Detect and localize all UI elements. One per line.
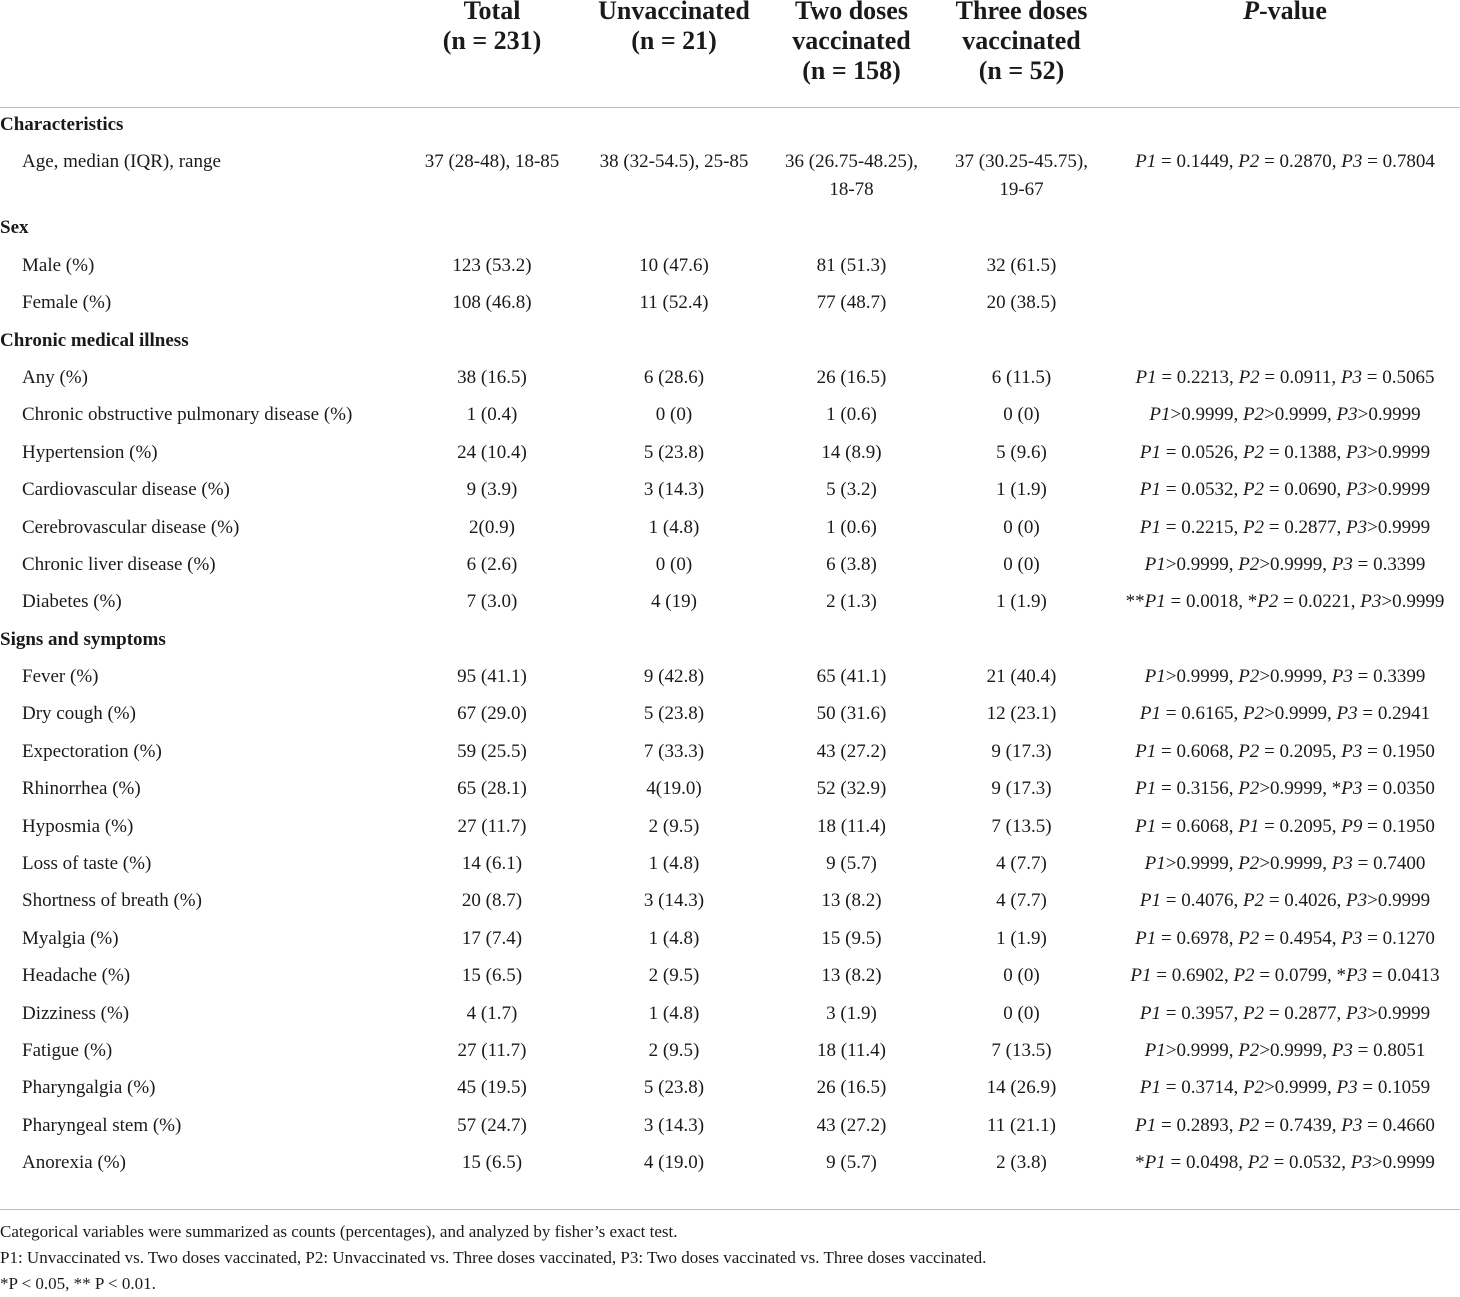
cell-three-doses: 9 (17.3) (991, 740, 1052, 762)
cell-total: 27 (11.7) (457, 815, 527, 837)
cell-pvalue: **P1 = 0.0018, *P2 = 0.0221, P3>0.9999 (1125, 591, 1445, 613)
row-label: Fever (%) (22, 666, 99, 688)
p-symbol: P2 (1238, 740, 1260, 762)
p-symbol: P2 (1233, 965, 1255, 987)
row-label: Dry cough (%) (22, 703, 136, 725)
section-heading: Signs and symptoms (0, 628, 166, 650)
cell-pvalue: P1 = 0.6068, P1 = 0.2095, P9 = 0.1950 (1135, 815, 1435, 837)
p-symbol: P1 (1144, 1039, 1166, 1061)
cell-three-doses: 1 (1.9) (996, 479, 1047, 501)
row-label: Female (%) (22, 292, 112, 314)
table-row (0, 810, 1460, 847)
p-symbol: P2 (1238, 778, 1260, 800)
cell-three-doses: 0 (0) (1003, 404, 1040, 426)
row-label: Rhinorrhea (%) (22, 778, 141, 800)
table-row (0, 1146, 1460, 1183)
cell-unvaccinated: 5 (23.8) (643, 1077, 705, 1099)
row-label: Loss of taste (%) (22, 853, 152, 875)
row-label: Dizziness (%) (22, 1002, 130, 1024)
row-label: Shortness of breath (%) (22, 890, 202, 912)
cell-pvalue: P1>0.9999, P2>0.9999, P3>0.9999 (1149, 404, 1421, 426)
row-label: Diabetes (%) (22, 591, 122, 613)
p-symbol: P3 (1331, 666, 1353, 688)
cell-three-doses (938, 148, 1105, 204)
p-symbol: P1 (1144, 553, 1166, 575)
cell-unvaccinated: 2 (9.5) (648, 1039, 700, 1061)
p-symbol: P3 (1336, 703, 1358, 725)
section-heading: Characteristics (0, 114, 124, 135)
cell-pvalue: P1 = 0.3957, P2 = 0.2877, P3>0.9999 (1139, 1002, 1431, 1024)
table-row (0, 847, 1460, 884)
cell-two-doses: 3 (1.9) (826, 1002, 877, 1024)
cell-two-doses: 6 (3.8) (826, 553, 877, 575)
p-symbol: P2 (1238, 1039, 1260, 1061)
table-row (0, 997, 1460, 1034)
cell-total: 9 (3.9) (466, 479, 518, 501)
row-label: Any (%) (22, 366, 88, 388)
p-symbol: P1 (1238, 815, 1260, 837)
cell-unvaccinated: 4(19.0) (646, 778, 702, 800)
cell-two-doses: 18 (11.4) (817, 1039, 886, 1061)
table-body (0, 108, 1460, 1184)
cell-unvaccinated: 5 (23.8) (643, 703, 705, 725)
cell-pvalue: *P1 = 0.0498, P2 = 0.0532, P3>0.9999 (1135, 1152, 1435, 1174)
cell-total: 37 (28-48), 18-85 (424, 151, 560, 173)
p-symbol: P2 (1238, 553, 1260, 575)
cell-two-doses: 9 (5.7) (826, 853, 877, 875)
row-label: Pharyngeal stem (%) (22, 1114, 182, 1136)
cell-total: 1 (0.4) (466, 404, 518, 426)
row-label: Pharyngalgia (%) (22, 1077, 156, 1099)
row-label: Cardiovascular disease (%) (22, 479, 230, 501)
cell-pvalue: P1>0.9999, P2>0.9999, P3 = 0.7400 (1144, 853, 1426, 875)
p-symbol: P3 (1340, 366, 1363, 388)
header-total (410, 0, 574, 56)
table-row (0, 660, 1460, 697)
cell-three-doses: 20 (38.5) (986, 292, 1057, 314)
cell-pvalue: P1 = 0.6165, P2>0.9999, P3 = 0.2941 (1139, 703, 1431, 725)
p-symbol: P1 (1135, 151, 1157, 173)
cell-total: 123 (53.2) (452, 254, 532, 276)
cell-pvalue: P1 = 0.3714, P2>0.9999, P3 = 0.1059 (1139, 1077, 1431, 1099)
cell-pvalue: P1 = 0.3156, P2>0.9999, *P3 = 0.0350 (1135, 778, 1435, 800)
row-label: Anorexia (%) (22, 1152, 126, 1174)
p-symbol: P1 (1139, 703, 1161, 725)
p-symbol: P1 (1135, 740, 1157, 762)
header-three-doses-line2: vaccinated (962, 26, 1081, 55)
p-symbol: P3 (1331, 853, 1353, 875)
table-row (0, 1034, 1460, 1071)
p-symbol: P1 (1144, 1152, 1166, 1174)
p-symbol: P2 (1242, 479, 1265, 501)
cell-total: 14 (6.1) (461, 853, 523, 875)
p-symbol: P1 (1135, 927, 1157, 949)
row-label: Myalgia (%) (22, 927, 119, 949)
p-symbol: P1 (1139, 1077, 1161, 1099)
p-symbol: P3 (1336, 404, 1358, 426)
cell-total: 15 (6.5) (461, 1152, 523, 1174)
cell-pvalue: P1 = 0.6068, P2 = 0.2095, P3 = 0.1950 (1135, 740, 1435, 762)
table-row (0, 548, 1460, 585)
cell-total: 59 (25.5) (457, 740, 527, 762)
cell-two-doses: 81 (51.3) (816, 254, 887, 276)
cell-unvaccinated: 3 (14.3) (643, 1114, 705, 1136)
table-row (0, 511, 1460, 548)
cell-unvaccinated: 2 (9.5) (648, 815, 700, 837)
cell-three-doses: 32 (61.5) (986, 254, 1057, 276)
cell-unvaccinated: 1 (4.8) (648, 927, 700, 949)
cell-two-doses: 1 (0.6) (826, 404, 877, 426)
p-symbol: P2 (1257, 591, 1279, 613)
cell-two-doses: 13 (8.2) (821, 890, 882, 912)
header-two-doses-line1: Two doses (795, 0, 908, 25)
table-row (0, 697, 1460, 734)
cell-total: 4 (1.7) (466, 1002, 518, 1024)
header-two-doses (769, 0, 934, 86)
header-unvaccinated-title: Unvaccinated (598, 0, 750, 25)
cell-three-doses: 9 (17.3) (991, 778, 1052, 800)
p-symbol: P3 (1341, 151, 1363, 173)
cell-unvaccinated: 0 (0) (655, 404, 693, 426)
p-symbol: P1 (1139, 441, 1161, 463)
footnote-line-2: P1: Unvaccinated vs. Two doses vaccinated, P2: Unvaccinated vs. Three doses vaccinated, P3: Two doses vaccinated vs. Three doses vaccinated. (0, 1248, 987, 1267)
p-symbol: P3 (1341, 1114, 1363, 1136)
cell-unvaccinated: 6 (28.6) (643, 366, 705, 388)
p-symbol: P2 (1242, 703, 1265, 725)
cell-two-doses: 18 (11.4) (817, 815, 886, 837)
p-symbol: P1 (1139, 1002, 1161, 1024)
table-row (0, 361, 1460, 398)
cell-unvaccinated: 1 (4.8) (648, 516, 700, 538)
p-symbol: P2 (1242, 516, 1265, 538)
cell-two-doses (769, 148, 934, 204)
cell-total: 7 (3.0) (466, 591, 518, 613)
table-row (0, 1071, 1460, 1108)
section-heading: Chronic medical illness (0, 329, 189, 351)
p-symbol: P1 (1139, 516, 1161, 538)
header-three-doses-n: (n = 52) (978, 56, 1065, 85)
cell-pvalue: P1 = 0.6978, P2 = 0.4954, P3 = 0.1270 (1135, 927, 1435, 949)
cell-total: 6 (2.6) (466, 553, 518, 575)
table-row (0, 473, 1460, 510)
table-row (0, 959, 1460, 996)
cell-two-doses: 43 (27.2) (816, 1114, 887, 1136)
p-symbol: P1 (1144, 666, 1166, 688)
row-label: Expectoration (%) (22, 740, 162, 762)
cell-total: 20 (8.7) (461, 890, 523, 912)
table-row (0, 286, 1460, 323)
p-symbol: P2 (1238, 366, 1260, 388)
cell-three-doses: 11 (21.1) (987, 1114, 1056, 1136)
cell-pvalue: P1 = 0.2213, P2 = 0.0911, P3 = 0.5065 (1135, 366, 1435, 388)
p-symbol: P1 (1135, 778, 1157, 800)
header-unvaccinated-n: (n = 21) (631, 26, 717, 55)
table-row (0, 884, 1460, 921)
cell-three-doses: 6 (11.5) (991, 366, 1052, 388)
header-total-n: (n = 231) (442, 26, 542, 55)
p-symbol: P3 (1346, 479, 1368, 501)
p-symbol: P1 (1135, 366, 1157, 388)
cell-two-doses: 52 (32.9) (816, 778, 887, 800)
cell-two-doses: 15 (9.5) (821, 927, 882, 949)
cell-two-doses: 26 (16.5) (816, 1077, 887, 1099)
cell-three-doses: 0 (0) (1003, 553, 1040, 575)
table-footnotes (0, 1209, 1460, 1297)
cell-unvaccinated: 3 (14.3) (643, 890, 705, 912)
p-symbol: P1 (1144, 591, 1166, 613)
header-two-doses-n: (n = 158) (802, 56, 901, 85)
cell-total: 45 (19.5) (457, 1077, 527, 1099)
cell-three-doses: 14 (26.9) (986, 1077, 1057, 1099)
p-symbol: P2 (1247, 1152, 1269, 1174)
cell-total: 24 (10.4) (457, 441, 527, 463)
cell-unvaccinated: 11 (52.4) (639, 292, 709, 314)
table-row (0, 1109, 1460, 1146)
p-symbol: P3 (1360, 591, 1382, 613)
cell-total: 65 (28.1) (457, 778, 527, 800)
cell-two-doses: 65 (41.1) (816, 666, 887, 688)
cell-two-doses: 2 (1.3) (826, 591, 877, 613)
section-row (0, 324, 1460, 361)
cell-total: 57 (24.7) (457, 1114, 527, 1136)
cell-pvalue: P1 = 0.6902, P2 = 0.0799, *P3 = 0.0413 (1130, 965, 1440, 987)
table-row (0, 735, 1460, 772)
table-row (0, 772, 1460, 809)
cell-unvaccinated: 0 (0) (655, 553, 693, 575)
cell-unvaccinated: 1 (4.8) (648, 853, 700, 875)
row-label: Male (%) (22, 254, 95, 276)
header-two-doses-line2: vaccinated (792, 26, 911, 55)
p-symbol: P3 (1346, 516, 1368, 538)
cell-unvaccinated: 3 (14.3) (643, 479, 705, 501)
cell-three-doses-line: 19-67 (999, 179, 1044, 201)
cell-three-doses: 1 (1.9) (996, 591, 1047, 613)
header-three-doses (938, 0, 1105, 86)
cell-pvalue: P1 = 0.2215, P2 = 0.2877, P3>0.9999 (1139, 516, 1431, 538)
p-symbol: P1 (1130, 965, 1152, 987)
cell-total: 15 (6.5) (461, 965, 523, 987)
p-symbol: P3 (1346, 965, 1368, 987)
p-symbol: P2 (1242, 441, 1265, 463)
cell-two-doses-line: 18-78 (829, 179, 874, 201)
header-unvaccinated (584, 0, 764, 56)
p-symbol: P2 (1242, 404, 1265, 426)
cell-two-doses: 13 (8.2) (821, 965, 882, 987)
cell-pvalue: P1>0.9999, P2>0.9999, P3 = 0.3399 (1144, 553, 1426, 575)
row-label: Fatigue (%) (22, 1039, 113, 1061)
cell-total: 38 (16.5) (457, 366, 527, 388)
footnote-line-3: *P < 0.05, ** P < 0.01. (0, 1274, 156, 1293)
cell-pvalue: P1>0.9999, P2>0.9999, P3 = 0.8051 (1144, 1039, 1426, 1061)
p-symbol: P3 (1336, 1077, 1358, 1099)
p-symbol: P9 (1341, 815, 1363, 837)
cell-total: 95 (41.1) (457, 666, 527, 688)
header-total-title: Total (463, 0, 521, 25)
cell-three-doses: 0 (0) (1003, 516, 1040, 538)
header-pvalue (1110, 0, 1460, 26)
cell-two-doses: 77 (48.7) (816, 292, 887, 314)
row-label: Chronic liver disease (%) (22, 553, 216, 575)
row-label: Cerebrovascular disease (%) (22, 516, 240, 538)
cell-two-doses: 26 (16.5) (816, 366, 887, 388)
cell-pvalue: P1 = 0.2893, P2 = 0.7439, P3 = 0.4660 (1135, 1114, 1435, 1136)
cell-three-doses: 0 (0) (1003, 1002, 1040, 1024)
cell-unvaccinated: 7 (33.3) (643, 740, 705, 762)
p-symbol: P2 (1238, 1114, 1260, 1136)
cell-total: 27 (11.7) (457, 1039, 527, 1061)
table-header (0, 0, 1460, 108)
p-symbol: P2 (1238, 151, 1260, 173)
table-row (0, 145, 1460, 211)
cell-two-doses: 43 (27.2) (816, 740, 887, 762)
table-row (0, 249, 1460, 286)
cell-pvalue: P1 = 0.0526, P2 = 0.1388, P3>0.9999 (1139, 441, 1431, 463)
p-symbol: P2 (1238, 853, 1260, 875)
header-three-doses-line1: Three doses (955, 0, 1088, 25)
p-symbol: P3 (1341, 740, 1363, 762)
cell-unvaccinated: 4 (19.0) (643, 1152, 705, 1174)
cell-two-doses: 9 (5.7) (826, 1152, 877, 1174)
section-row (0, 623, 1460, 660)
cell-two-doses: 50 (31.6) (816, 703, 887, 725)
cell-three-doses: 1 (1.9) (996, 927, 1047, 949)
p-symbol: P2 (1242, 1077, 1265, 1099)
p-symbol: P3 (1341, 927, 1363, 949)
row-label: Chronic obstructive pulmonary disease (%) (22, 404, 353, 426)
section-row (0, 108, 1460, 145)
p-symbol: P2 (1242, 890, 1265, 912)
cell-three-doses: 0 (0) (1003, 965, 1040, 987)
cell-two-doses: 5 (3.2) (826, 479, 877, 501)
p-symbol: P3 (1341, 778, 1363, 800)
cell-three-doses: 5 (9.6) (996, 441, 1047, 463)
row-label: Age, median (IQR), range (22, 151, 221, 173)
cell-two-doses: 1 (0.6) (826, 516, 877, 538)
cell-three-doses: 7 (13.5) (991, 1039, 1052, 1061)
cell-total: 2(0.9) (469, 516, 515, 538)
section-heading: Sex (0, 217, 29, 239)
cell-total: 17 (7.4) (461, 927, 523, 949)
p-symbol: P2 (1242, 1002, 1265, 1024)
table-row (0, 436, 1460, 473)
table-row (0, 585, 1460, 622)
cell-three-doses: 4 (7.7) (996, 853, 1047, 875)
p-symbol: P1 (1144, 853, 1166, 875)
cell-unvaccinated: 5 (23.8) (643, 441, 705, 463)
p-symbol: P3 (1350, 1152, 1372, 1174)
cell-unvaccinated: 10 (47.6) (639, 254, 709, 276)
p-symbol: P3 (1346, 441, 1368, 463)
cell-unvaccinated: 4 (19) (651, 591, 697, 613)
p-symbol: P3 (1346, 890, 1368, 912)
cell-three-doses: 2 (3.8) (996, 1152, 1047, 1174)
cell-unvaccinated: 9 (42.8) (643, 666, 705, 688)
cell-three-doses: 12 (23.1) (986, 703, 1057, 725)
cell-three-doses: 7 (13.5) (991, 815, 1052, 837)
cell-total: 67 (29.0) (457, 703, 527, 725)
p-symbol: P2 (1238, 927, 1260, 949)
cell-three-doses-line: 37 (30.25-45.75), (955, 151, 1088, 173)
section-row (0, 211, 1460, 248)
cell-unvaccinated: 2 (9.5) (648, 965, 700, 987)
p-symbol: P1 (1135, 1114, 1157, 1136)
p-symbol: P1 (1139, 479, 1161, 501)
p-symbol: P3 (1331, 553, 1353, 575)
p-symbol: P2 (1238, 666, 1260, 688)
p-symbol: P3 (1331, 1039, 1353, 1061)
cell-unvaccinated: 38 (32-54.5), 25-85 (599, 151, 749, 173)
p-symbol: P1 (1139, 890, 1161, 912)
table-row (0, 398, 1460, 435)
row-label: Hyposmia (%) (22, 815, 134, 837)
p-symbol: P1 (1149, 404, 1171, 426)
cell-pvalue: P1 = 0.4076, P2 = 0.4026, P3>0.9999 (1139, 890, 1431, 912)
cell-three-doses: 21 (40.4) (986, 666, 1057, 688)
cell-pvalue: P1 = 0.0532, P2 = 0.0690, P3>0.9999 (1139, 479, 1431, 501)
table-row (0, 922, 1460, 959)
cell-two-doses-line: 36 (26.75-48.25), (785, 151, 918, 173)
cell-three-doses: 4 (7.7) (996, 890, 1047, 912)
cell-pvalue: P1 = 0.1449, P2 = 0.2870, P3 = 0.7804 (1135, 151, 1435, 173)
cell-two-doses: 14 (8.9) (821, 441, 882, 463)
cell-total: 108 (46.8) (452, 292, 532, 314)
header-pvalue-rest: -value (1259, 0, 1327, 25)
footnote-line-1: Categorical variables were summarized as counts (percentages), and analyzed by fisher’s exact test. (0, 1222, 678, 1241)
p-symbol: P3 (1346, 1002, 1368, 1024)
cell-pvalue: P1>0.9999, P2>0.9999, P3 = 0.3399 (1144, 666, 1426, 688)
header-pvalue-italic: P (1243, 0, 1259, 25)
row-label: Headache (%) (22, 965, 131, 987)
p-symbol: P1 (1135, 815, 1157, 837)
row-label: Hypertension (%) (22, 441, 158, 463)
cell-unvaccinated: 1 (4.8) (648, 1002, 700, 1024)
